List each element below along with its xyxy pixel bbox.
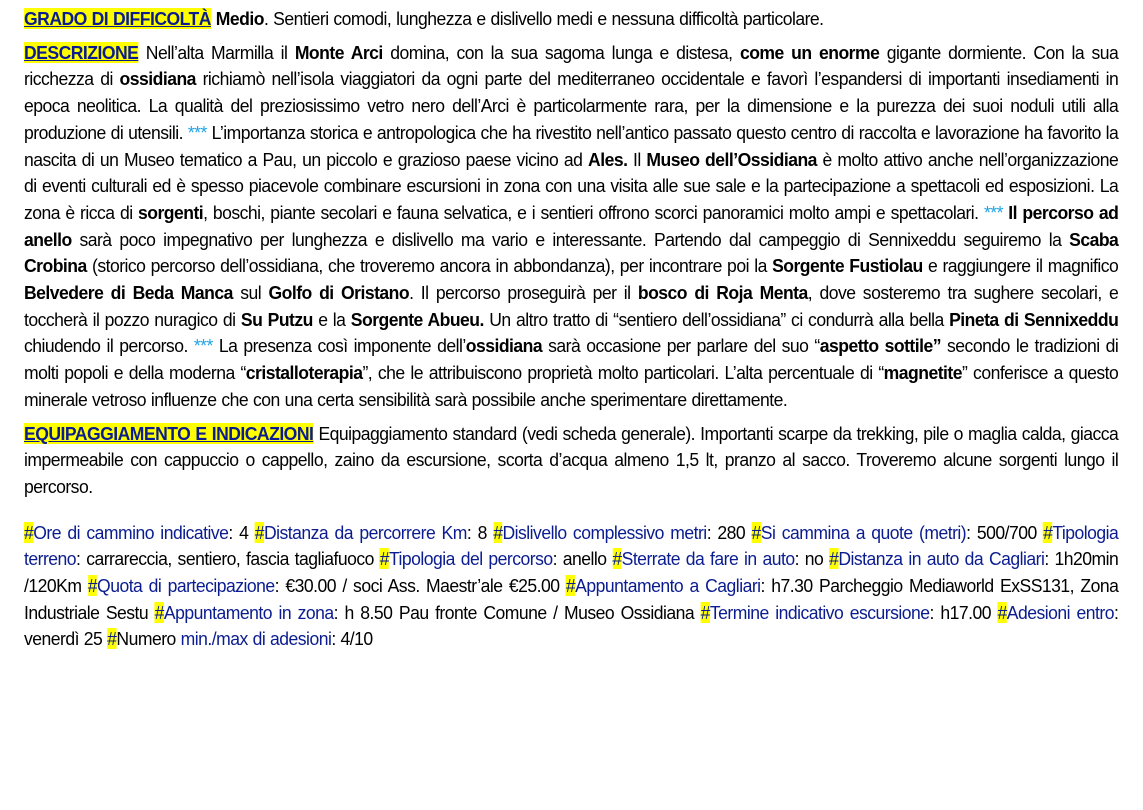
- description-text: (storico percorso dell’ossidiana, che troveremo ancora in abbondanza), per incontrare poi la: [86, 255, 773, 277]
- equipment-paragraph: [24, 421, 1118, 501]
- description-heading: DESCRIZIONE: [24, 41, 139, 63]
- info-item: [752, 522, 1044, 543]
- info-separator: :: [760, 575, 772, 597]
- description-text: Un altro tratto di “sentiero dell’ossidiana” ci condurrà alla bella: [483, 308, 950, 330]
- info-separator: :: [228, 521, 240, 543]
- description-text: Nell’alta Marmilla il: [138, 41, 295, 63]
- description-text: La presenza così imponente dell’: [212, 335, 466, 357]
- equipment-text: Equipaggiamento standard (vedi scheda generale). Importanti scarpe da trekking, pile o maglia calda, giacca impermeabile con cappuccio o cappello, zaino da escursione, scorta d’acqua almeno 1,5 lt, pranzo al sacco. Troveremo alcune sorgenti lungo il percorso.: [24, 422, 1119, 497]
- info-label: Quota di partecipazione: [97, 575, 275, 597]
- info-value: 4/10: [340, 628, 373, 650]
- document-page: [24, 6, 1118, 653]
- hash-marker: #: [493, 521, 503, 543]
- info-item: [380, 548, 613, 569]
- info-item: [493, 522, 751, 543]
- bold-term: Sorgente Fustiolau: [772, 255, 923, 277]
- description-text: sarà occasione per parlare del suo “: [542, 335, 820, 357]
- info-label: Termine indicativo escursione: [709, 601, 930, 623]
- info-label: Adesioni entro: [1006, 601, 1114, 623]
- bold-term: Ales.: [588, 148, 628, 170]
- info-label: Tipologia terreno: [24, 521, 1119, 570]
- info-value: anello: [562, 548, 613, 570]
- info-label: Ore di cammino indicative: [33, 521, 229, 543]
- hash-marker: #: [1043, 521, 1053, 543]
- info-plain: Numero: [116, 628, 181, 650]
- info-separator: :: [331, 628, 341, 650]
- info-value: h 8.50 Pau fronte Comune / Museo Ossidiana: [344, 601, 701, 623]
- info-value: h17.00: [940, 601, 998, 623]
- info-value: 280: [717, 521, 752, 543]
- bold-term: ossidiana: [465, 335, 543, 357]
- hash-marker: #: [154, 601, 164, 623]
- hash-marker: #: [700, 601, 710, 623]
- section-gap: [24, 501, 1118, 520]
- info-separator: :: [466, 521, 478, 543]
- section-separator: ***: [187, 121, 207, 143]
- description-text: L’importanza storica e antropologica che ha rivestito nell’antico passato questo centro di raccolta e lavorazione ha favorito la nascita di un Museo tematico a Pau, un piccolo e grazioso paese vicino ad: [24, 121, 1119, 170]
- bold-term: sorgenti: [137, 201, 204, 223]
- hash-marker: #: [24, 521, 34, 543]
- description-text: gigante dormiente. Con la sua ricchezza di: [24, 41, 1119, 90]
- description-text: è molto attivo anche nell’organizzazione di eventi culturali ed è spesso piacevole combinare escursioni in zona con una visita alle sue sale e la partecipazione a spettacoli ed esposizioni. La zona è ricca di: [24, 148, 1119, 223]
- info-label: Appuntamento in zona: [163, 601, 334, 623]
- info-item: [255, 522, 494, 543]
- hash-marker: #: [87, 575, 98, 597]
- info-paragraph: [24, 520, 1118, 654]
- description-text: sarà poco impegnativo per lunghezza e dislivello ma vario e interessante. Partendo dal campeggio di Sennixeddu seguiremo la: [71, 228, 1070, 250]
- hash-marker: #: [254, 521, 264, 543]
- info-value: 8: [477, 521, 494, 543]
- description-paragraph: [24, 40, 1118, 414]
- bold-term: Monte Arci: [294, 41, 383, 63]
- description-body: [24, 42, 1118, 410]
- info-separator: :: [794, 548, 805, 570]
- equipment-heading: EQUIPAGGIAMENTO E INDICAZIONI: [24, 422, 314, 444]
- bold-term: Su Putzu: [240, 308, 313, 330]
- info-separator: :: [333, 601, 345, 623]
- info-item: [107, 628, 373, 649]
- info-item: [155, 602, 701, 623]
- description-text: , dove sosteremo tra sughere secolari, e toccherà il pozzo nuragico di: [24, 282, 1119, 330]
- info-value: no: [804, 548, 830, 570]
- hash-marker: #: [612, 548, 622, 570]
- info-item: [88, 575, 566, 596]
- hash-marker: #: [565, 575, 576, 597]
- bold-term: aspetto sottile”: [819, 335, 942, 357]
- info-separator: :: [966, 521, 977, 543]
- bold-term: Sorgente Abueu.: [350, 308, 484, 330]
- description-text: richiamò nell’isola viaggiatori da ogni parte del mediterraneo occidentale e favorì l’espandersi di importanti insediamenti in epoca neolitica. La qualità del preziosissimo vetro nero dell’Arci è particolarmente rara, per la dimensione e la purezza dei suoi noduli utili alla produzione di utensili.: [24, 68, 1119, 143]
- info-separator: :: [706, 521, 718, 543]
- info-value: €30.00 / soci Ass. Maestr’ale €25.00: [285, 575, 566, 597]
- description-text: ” conferisce a questo minerale vetroso influenze che con una certa sensibilità sarà possibile anche sperimentare direttamente.: [24, 362, 1119, 410]
- info-item: [701, 602, 998, 623]
- info-label: Tipologia del percorso: [388, 548, 553, 570]
- info-value: 4: [239, 521, 255, 543]
- section-separator: ***: [193, 335, 213, 357]
- info-label: Distanza in auto da Cagliari: [838, 548, 1045, 570]
- description-text: ”, che le attribuiscono proprietà molto particolari. L’alta percentuale di “: [362, 362, 884, 384]
- info-label: min./max di adesioni: [180, 628, 332, 650]
- info-label: Si cammina a quote (metri): [760, 521, 967, 543]
- bold-term: Museo dell’Ossidiana: [646, 148, 817, 170]
- hash-marker: #: [751, 521, 761, 543]
- info-label: Sterrate da fare in auto: [621, 548, 795, 570]
- info-value: carrareccia, sentiero, fascia tagliafuoco: [86, 548, 380, 570]
- description-text: sul: [232, 282, 269, 304]
- hash-marker: #: [379, 548, 389, 570]
- info-item: [612, 548, 829, 569]
- bold-term: bosco di Roja Menta: [637, 282, 808, 304]
- description-text: secondo le tradizioni di molti popoli e della moderna “: [24, 335, 1119, 384]
- description-text: e raggiungere il magnifico: [922, 255, 1119, 277]
- description-text: chiudendo il percorso.: [24, 335, 194, 357]
- info-separator: :: [1044, 548, 1055, 570]
- hash-marker: #: [829, 548, 839, 570]
- bold-term: Belvedere di Beda Manca: [24, 282, 233, 304]
- bold-term: Pineta di Sennixeddu: [949, 308, 1119, 330]
- bold-term: come un enorme: [739, 41, 880, 63]
- section-separator: ***: [983, 201, 1003, 223]
- hash-marker: #: [997, 601, 1007, 623]
- info-label: Dislivello complessivo metri: [502, 521, 707, 543]
- bold-term: cristalloterapia: [245, 362, 363, 384]
- description-text: domina, con la sua sagoma lunga e distesa,: [382, 41, 740, 63]
- info-value: 500/700: [976, 521, 1044, 543]
- description-text: Il: [627, 148, 647, 170]
- info-value: venerdì 25: [24, 628, 108, 650]
- info-label: Appuntamento a Cagliari: [575, 575, 761, 597]
- info-item: [24, 522, 255, 543]
- info-separator: :: [929, 601, 941, 623]
- difficulty-text: . Sentieri comodi, lunghezza e dislivello medi e nessuna difficoltà particolare.: [263, 8, 824, 29]
- bold-term: magnetite: [883, 362, 962, 384]
- info-value: 1h20min /120Km: [24, 548, 1119, 597]
- difficulty-paragraph: [24, 6, 1118, 33]
- bold-term: Il percorso ad anello: [24, 201, 1119, 250]
- info-separator: :: [552, 548, 563, 570]
- info-separator: :: [76, 548, 87, 570]
- info-separator: :: [1113, 601, 1119, 623]
- description-text: e la: [312, 308, 351, 330]
- info-separator: :: [274, 575, 286, 597]
- info-label: Distanza da percorrere Km: [263, 521, 467, 543]
- description-text: , boschi, piante secolari e fauna selvatica, e i sentieri offrono scorci panoramici molto ampi e spettacolari.: [203, 201, 984, 223]
- difficulty-heading: GRADO DI DIFFICOLTÀ: [24, 8, 211, 29]
- bold-term: Golfo di Oristano: [268, 282, 410, 304]
- hash-marker: #: [107, 628, 117, 650]
- difficulty-level: Medio: [215, 8, 264, 29]
- bold-term: Scaba Crobina: [24, 228, 1119, 277]
- bold-term: ossidiana: [119, 68, 196, 90]
- info-value: h7.30 Parcheggio Mediaworld ExSS131, Zona Industriale Sestu: [24, 575, 1119, 623]
- description-text: . Il percorso proseguirà per il: [409, 282, 638, 304]
